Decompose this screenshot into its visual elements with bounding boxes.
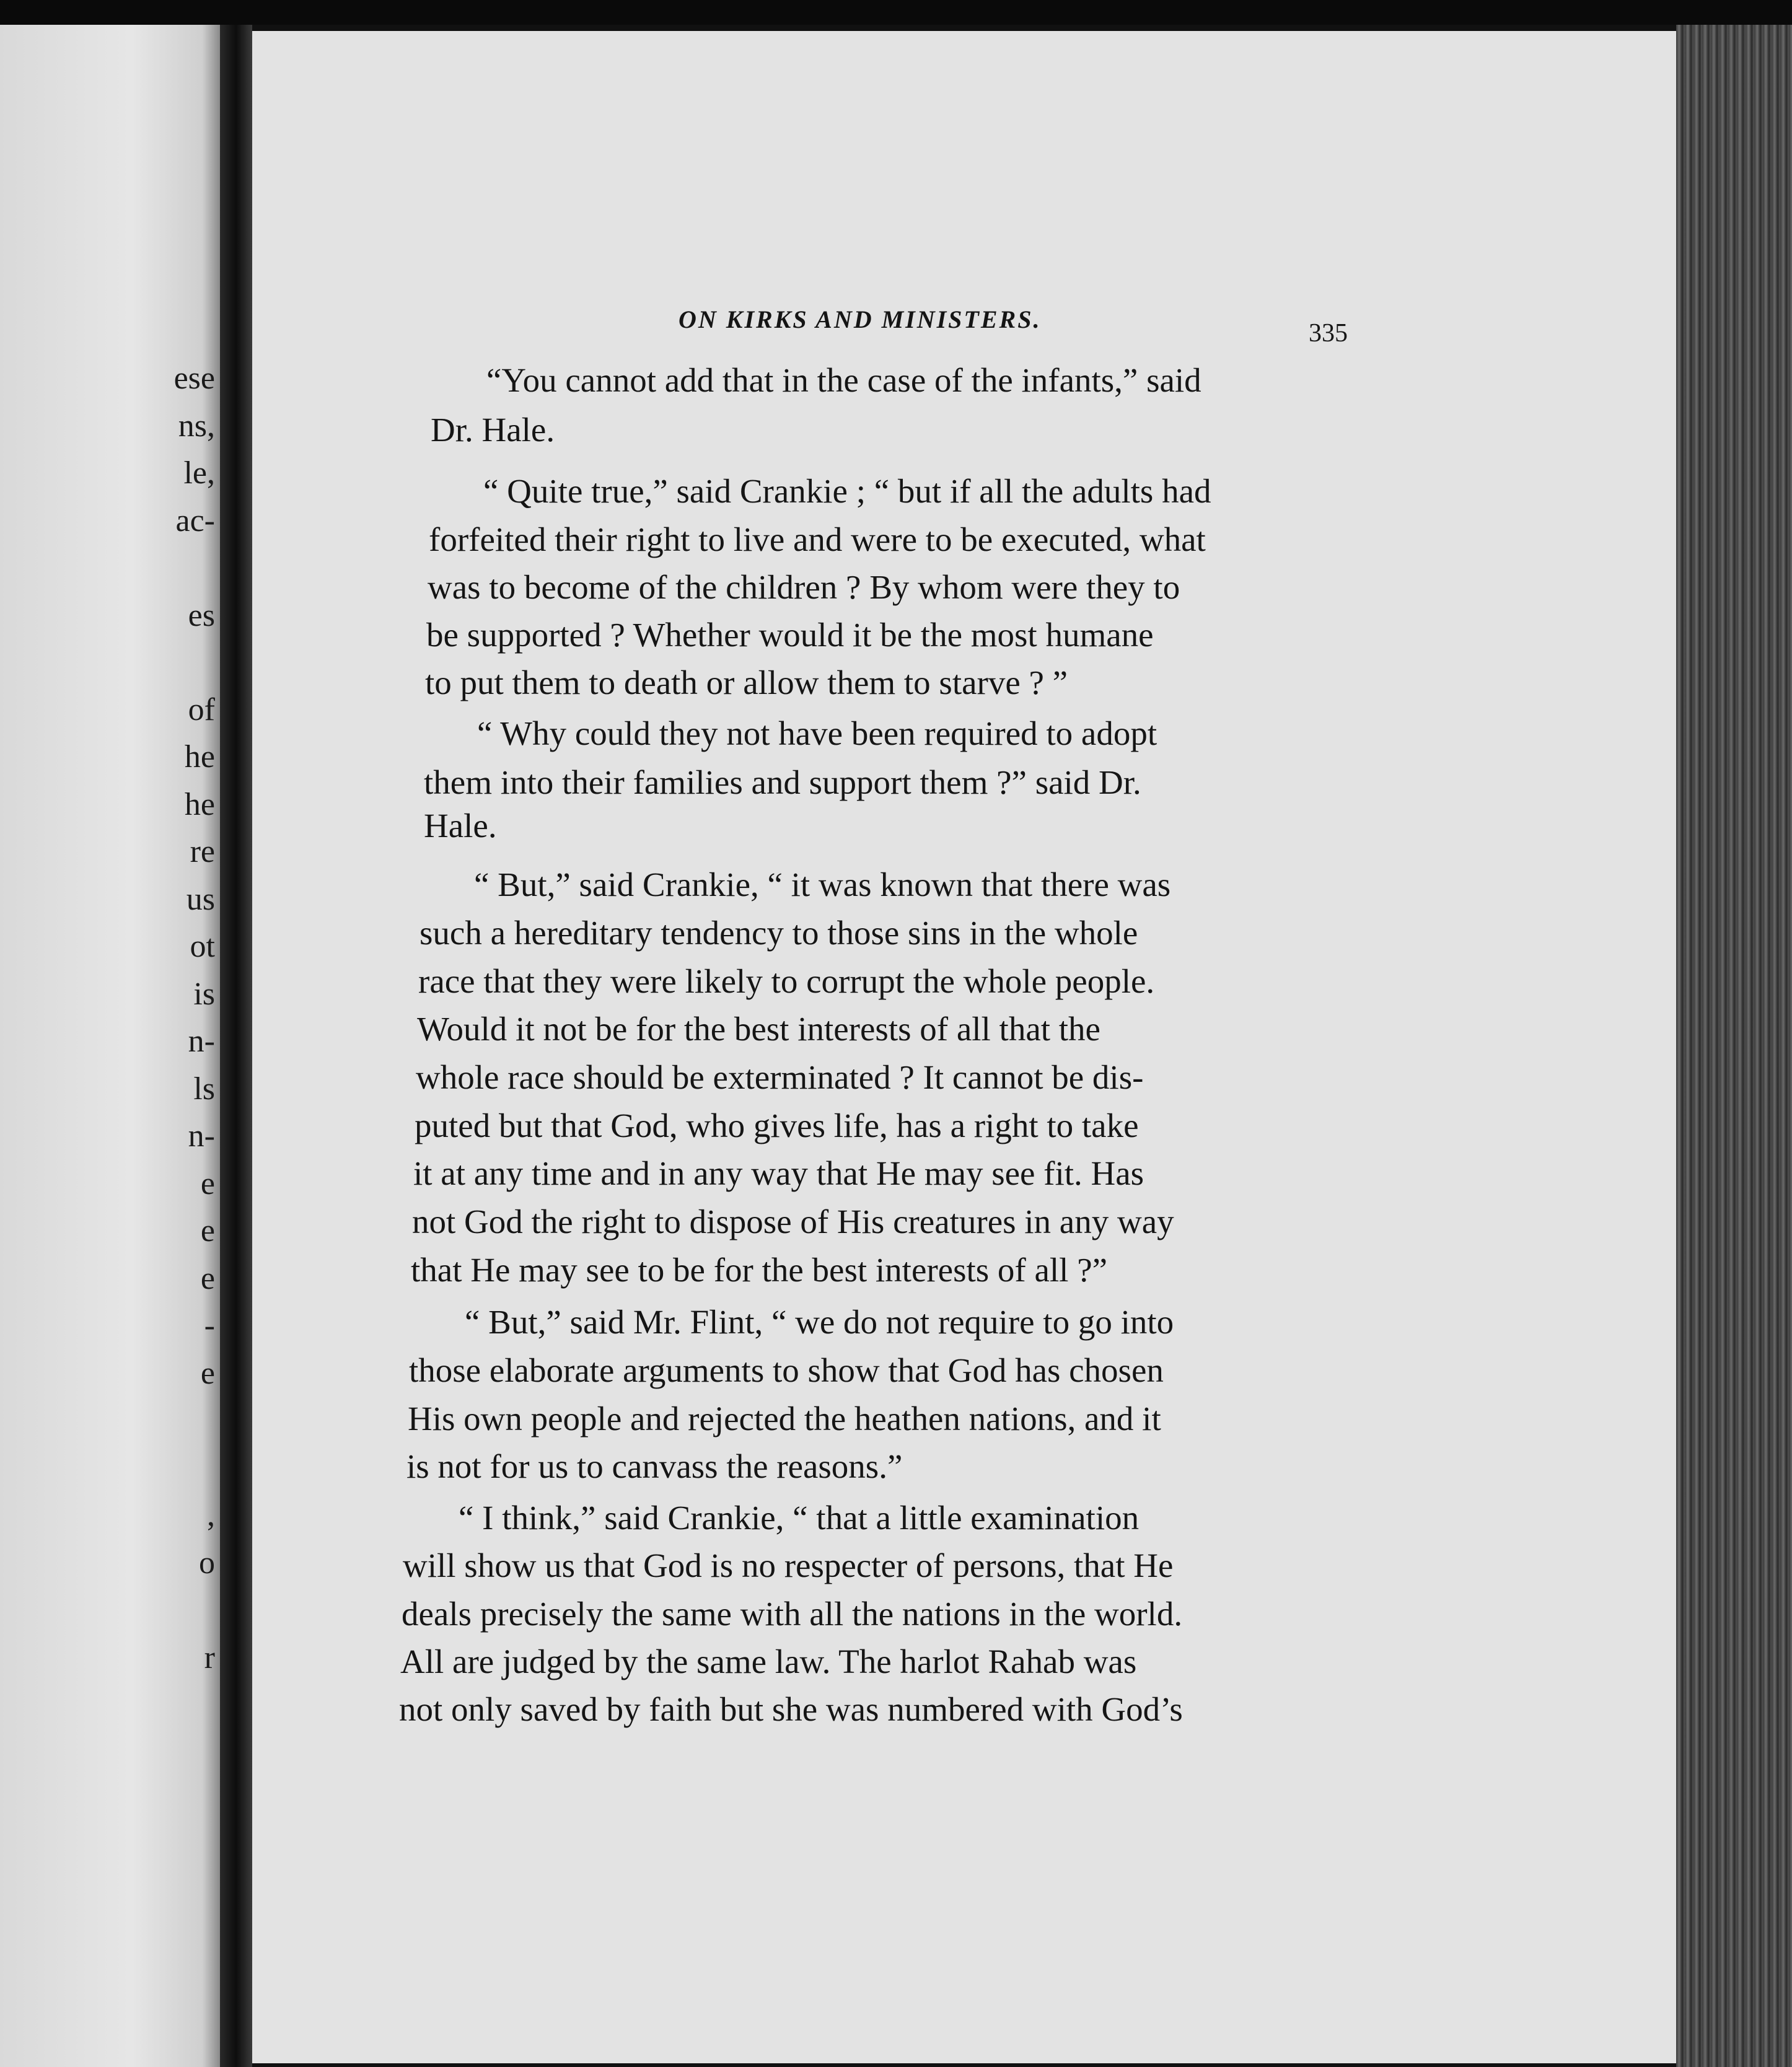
text-line: it at any time and in any way that He may see fit. Has (413, 1154, 1144, 1192)
text-line: them into their families and support them ?” said Dr. (424, 763, 1141, 801)
left-fragment: ls (193, 1071, 215, 1107)
text-line: whole race should be exterminated ? It cannot be dis- (416, 1058, 1144, 1096)
text-line: All are judged by the same law. The harlot Rahab was (400, 1643, 1137, 1680)
left-fragment: r (204, 1640, 215, 1675)
text-line: to put them to death or allow them to starve ? ” (425, 664, 1068, 701)
left-fragment: e (200, 1261, 215, 1296)
text-line: is not for us to canvass the reasons.” (406, 1447, 903, 1485)
left-fragment: ot (190, 929, 215, 964)
left-fragment: e (200, 1213, 215, 1249)
text-line: not God the right to dispose of His creatures in any way (412, 1203, 1174, 1240)
left-fragment: of (188, 692, 215, 727)
left-fragment: us (186, 882, 215, 917)
left-fragment: re (190, 834, 215, 869)
text-line: such a hereditary tendency to those sins in the whole (419, 914, 1138, 952)
text-line: deals precisely the same with all the nations in the world. (402, 1595, 1183, 1633)
text-line: was to become of the children ? By whom were they to (428, 568, 1180, 606)
text-line: that He may see to be for the best interests of all ?” (411, 1251, 1108, 1289)
left-fragment: , (207, 1498, 215, 1533)
text-line: puted but that God, who gives life, has a right to take (415, 1107, 1139, 1144)
left-fragment: - (204, 1308, 215, 1343)
text-line: “ Quite true,” said Crankie ; “ but if all the adults had (483, 472, 1211, 510)
text-line: Would it not be for the best interests of all that the (417, 1010, 1100, 1048)
text-line: His own people and rejected the heathen nations, and it (408, 1400, 1161, 1437)
left-fragment: o (199, 1545, 215, 1581)
left-fragment: he (184, 739, 215, 775)
left-fragment: ns, (178, 408, 215, 444)
left-fragment: n- (188, 1118, 215, 1154)
left-fragment: n- (188, 1024, 215, 1059)
running-head: ON KIRKS AND MINISTERS. (679, 305, 1042, 333)
text-line: will show us that God is no respecter of persons, that He (403, 1547, 1174, 1584)
text-line: race that they were likely to corrupt the whole people. (418, 962, 1155, 1000)
text-line: not only saved by faith but she was numbered with God’s (399, 1690, 1183, 1728)
left-fragment: es (188, 598, 215, 633)
text-line: “ But,” said Crankie, “ it was known that there was (474, 866, 1171, 903)
left-fragment: le, (183, 455, 215, 491)
left-fragment: is (193, 976, 215, 1012)
left-fragment: ese (173, 361, 215, 396)
text-line: forfeited their right to live and were to be executed, what (429, 520, 1206, 558)
left-fragment: e (200, 1356, 215, 1391)
text-line: “ But,” said Mr. Flint, “ we do not require to go into (465, 1303, 1174, 1341)
text-line: “You cannot add that in the case of the infants,” said (486, 361, 1201, 399)
left-fragment: ac- (175, 503, 215, 538)
text-line: “ I think,” said Crankie, “ that a little examination (459, 1499, 1140, 1537)
text-line: be supported ? Whether would it be the most humane (426, 616, 1154, 654)
text-line: “ Why could they not have been required to adopt (477, 714, 1157, 752)
left-fragment: he (184, 787, 215, 822)
text-line: Hale. (424, 807, 497, 845)
left-fragment: e (200, 1166, 215, 1201)
text-line: those elaborate arguments to show that God has chosen (409, 1351, 1164, 1389)
text-line: Dr. Hale. (431, 411, 555, 449)
page-number: 335 (1309, 319, 1348, 348)
